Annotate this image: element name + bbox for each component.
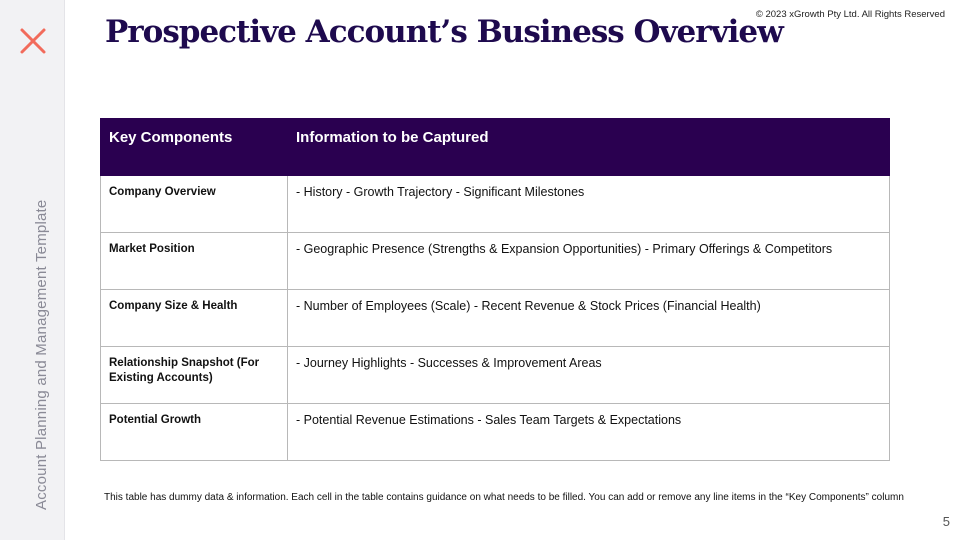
table-row <box>101 404 890 461</box>
table-header-row <box>101 119 890 176</box>
page-number: 5 <box>942 514 950 529</box>
copyright-notice: © 2023 xGrowth Pty Ltd. All Rights Reserved <box>755 9 945 20</box>
footnote: This table has dummy data & information. Each cell in the table contains guidance on what needs to be filled. You can add or remove any line items in the “Key Components” column <box>104 492 904 503</box>
row-component-cell: Company Size & Health <box>101 290 288 347</box>
row-info-cell: - History - Growth Trajectory - Significant Milestones <box>288 176 890 233</box>
row-component-cell: Company Overview <box>101 176 288 233</box>
table-row <box>101 233 890 290</box>
table-row <box>101 347 890 404</box>
row-info-cell: - Number of Employees (Scale) - Recent Revenue & Stock Prices (Financial Health) <box>288 290 890 347</box>
row-component-cell: Potential Growth <box>101 404 288 461</box>
row-component-cell: Market Position <box>101 233 288 290</box>
column-header-key-components: Key Components <box>101 119 288 176</box>
column-header-information: Information to be Captured <box>288 119 890 176</box>
row-info-cell: - Potential Revenue Estimations - Sales Team Targets & Expectations <box>288 404 890 461</box>
row-info-cell: - Geographic Presence (Strengths & Expansion Opportunities) - Primary Offerings & Competitors <box>288 233 890 290</box>
page-title: Prospective Account’s Business Overview <box>105 14 783 50</box>
table-row <box>101 290 890 347</box>
table-row <box>101 176 890 233</box>
key-components-table <box>100 118 890 461</box>
row-component-cell: Relationship Snapshot (For Existing Accounts) <box>101 347 288 404</box>
row-info-cell: - Journey Highlights - Successes & Improvement Areas <box>288 347 890 404</box>
sidebar <box>0 0 65 540</box>
sidebar-vertical-title: Account Planning and Management Template <box>33 199 50 510</box>
x-mark-logo-icon <box>19 27 47 55</box>
